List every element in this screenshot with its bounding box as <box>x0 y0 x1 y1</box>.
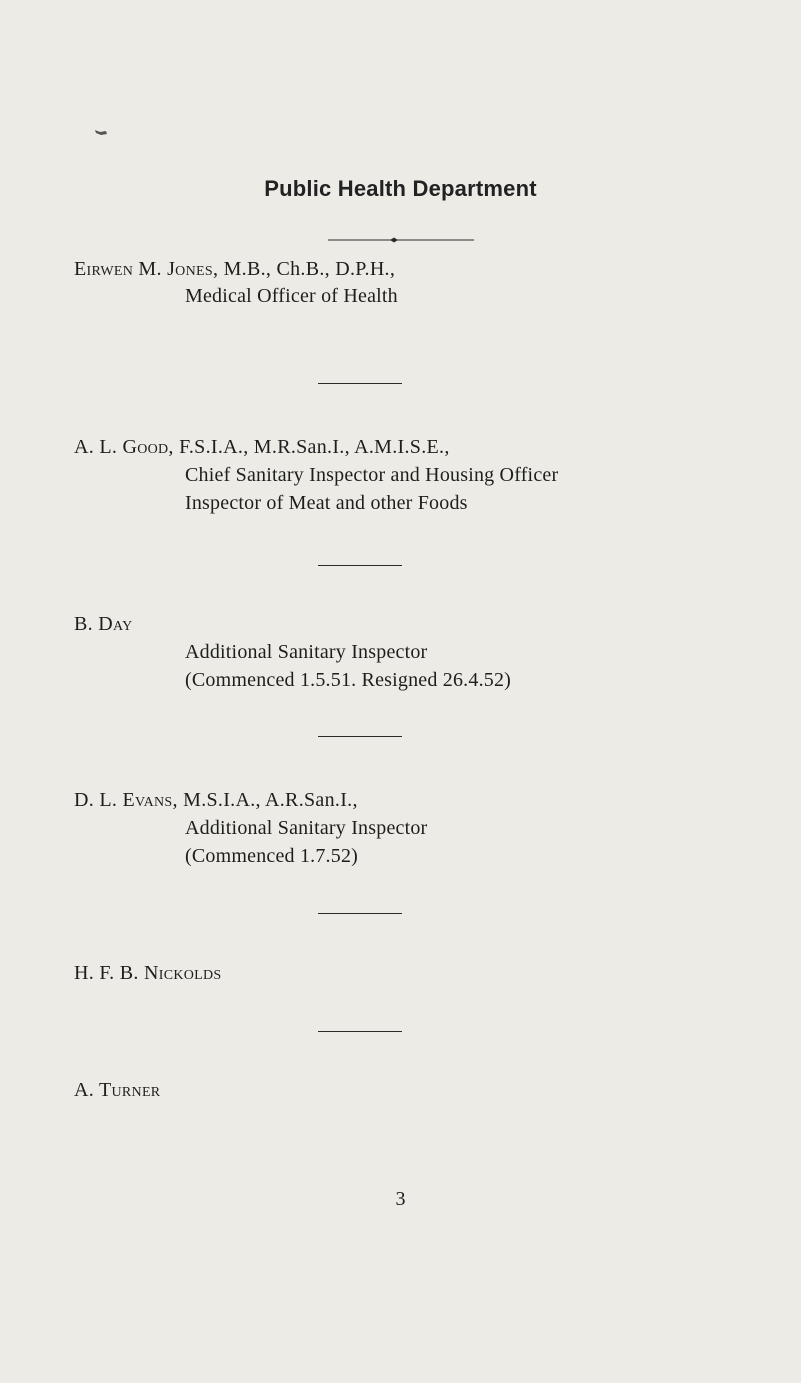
section-divider <box>318 1031 402 1032</box>
section-divider <box>318 383 402 384</box>
officer-name: A. L. Good, <box>74 436 174 458</box>
officer-role: Inspector of Meat and other Foods <box>185 492 468 514</box>
officer-role: (Commenced 1.5.51. Resigned 26.4.52) <box>185 669 512 691</box>
section-divider <box>318 565 402 566</box>
officer-role: Medical Officer of Health <box>185 285 398 307</box>
title-ornament-rule <box>328 235 474 245</box>
officer-role: Chief Sanitary Inspector and Housing Officer <box>185 464 559 486</box>
officer-name: D. L. Evans, <box>74 789 178 811</box>
page-number: 3 <box>395 1188 406 1210</box>
ink-speck-mark <box>94 128 108 137</box>
officer-name-line-good <box>74 436 450 459</box>
officer-name-line-nickolds <box>74 962 222 985</box>
page-title: Public Health Department <box>264 176 537 201</box>
officer-name-line-day <box>74 613 133 636</box>
officer-role: Additional Sanitary Inspector <box>185 817 428 839</box>
officer-qualifications: F.S.I.A., M.R.San.I., A.M.I.S.E., <box>179 436 450 458</box>
officer-name: H. F. B. Nickolds <box>74 962 222 984</box>
officer-role: (Commenced 1.7.52) <box>185 845 359 867</box>
officer-name: Eirwen M. Jones, <box>74 258 219 280</box>
officer-name-line-turner <box>74 1079 160 1102</box>
officer-name-line-evans <box>74 789 358 812</box>
officer-name-line-jones <box>74 258 395 281</box>
officer-role: Additional Sanitary Inspector <box>185 641 428 663</box>
officer-qualifications: M.S.I.A., A.R.San.I., <box>183 789 358 811</box>
officer-qualifications: M.B., Ch.B., D.P.H., <box>223 258 396 280</box>
section-divider <box>318 913 402 914</box>
officer-name: A. Turner <box>74 1079 161 1101</box>
officer-name: B. Day <box>74 613 133 635</box>
section-divider <box>318 736 402 737</box>
